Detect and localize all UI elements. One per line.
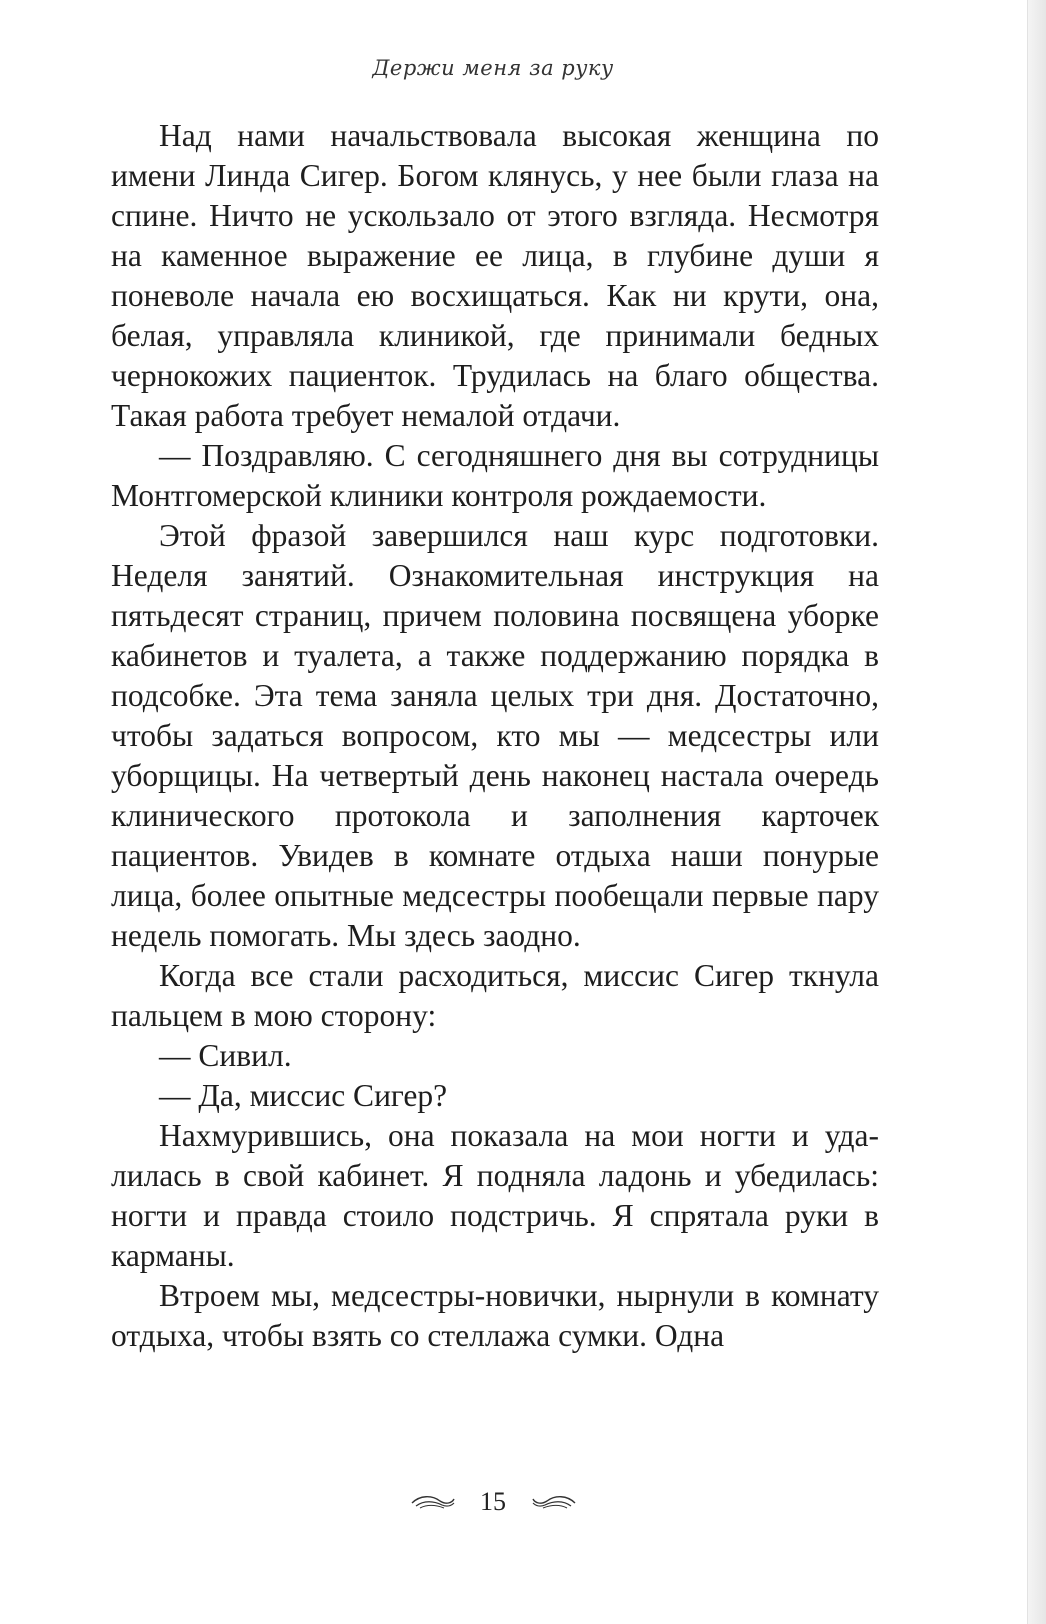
flourish-right-icon	[531, 1493, 577, 1511]
body-text	[111, 116, 879, 1356]
paragraph: — Да, миссис Сигер?	[159, 1078, 448, 1113]
paragraph: Над нами начальствовала высокая женщина по имени Линда Сигер. Богом клянусь, у нее были глаза на спине. Ничто не ускользало от этого взгляда. Несмотря на каменное выражение ее лица, в глубине души я поневоле начала ею восхищаться. Как ни крути, она, белая, управляла клиникой, где принимали бедных чернокожих пациенток. Трудилась на благо общества. Такая работа требует немалой отдачи.	[111, 118, 879, 433]
running-head: Держи меня за руку	[372, 56, 614, 80]
page-footer	[0, 1485, 986, 1517]
paragraph: — Сивил.	[159, 1038, 292, 1073]
page-number: 15	[480, 1487, 506, 1517]
page-edge	[1027, 0, 1046, 1624]
paragraph: — Поздравляю. С сегодняшнего дня вы сотрудницы Монтгомерской клиники контроля рождаемости.	[111, 438, 879, 513]
paragraph: Этой фразой завершился наш курс подготовки. Неделя занятий. Ознакомительная инструкция на пятьдесят страниц, причем половина посвящена уборке кабинетов и туалета, а также поддержанию порядка в подсобке. Эта тема заняла целых три дня. Достаточно, чтобы задаться вопросом, кто мы — медсестры или уборщицы. На четвертый день наконец настала очередь клинического протокола и заполнения карточек пациентов. Увидев в комнате отдыха наши понурые лица, более опытные медсестры пообещали первые пару недель помогать. Мы здесь заодно.	[111, 518, 879, 953]
paragraph: Нахмурившись, она показала на мои ногти и удалилась в свой кабинет. Я подняла ладонь и убедилась: ногти и правда стоило подстричь. Я спрятала руки в карманы.	[111, 1118, 879, 1273]
flourish-left-icon	[410, 1493, 456, 1511]
paragraph: Когда все стали расходиться, миссис Сигер ткнула пальцем в мою сторону:	[111, 958, 879, 1033]
paragraph: Втроем мы, медсестры-новички, нырнули в комнату отдыха, чтобы взять со стеллажа сумки. Одна	[111, 1278, 879, 1353]
